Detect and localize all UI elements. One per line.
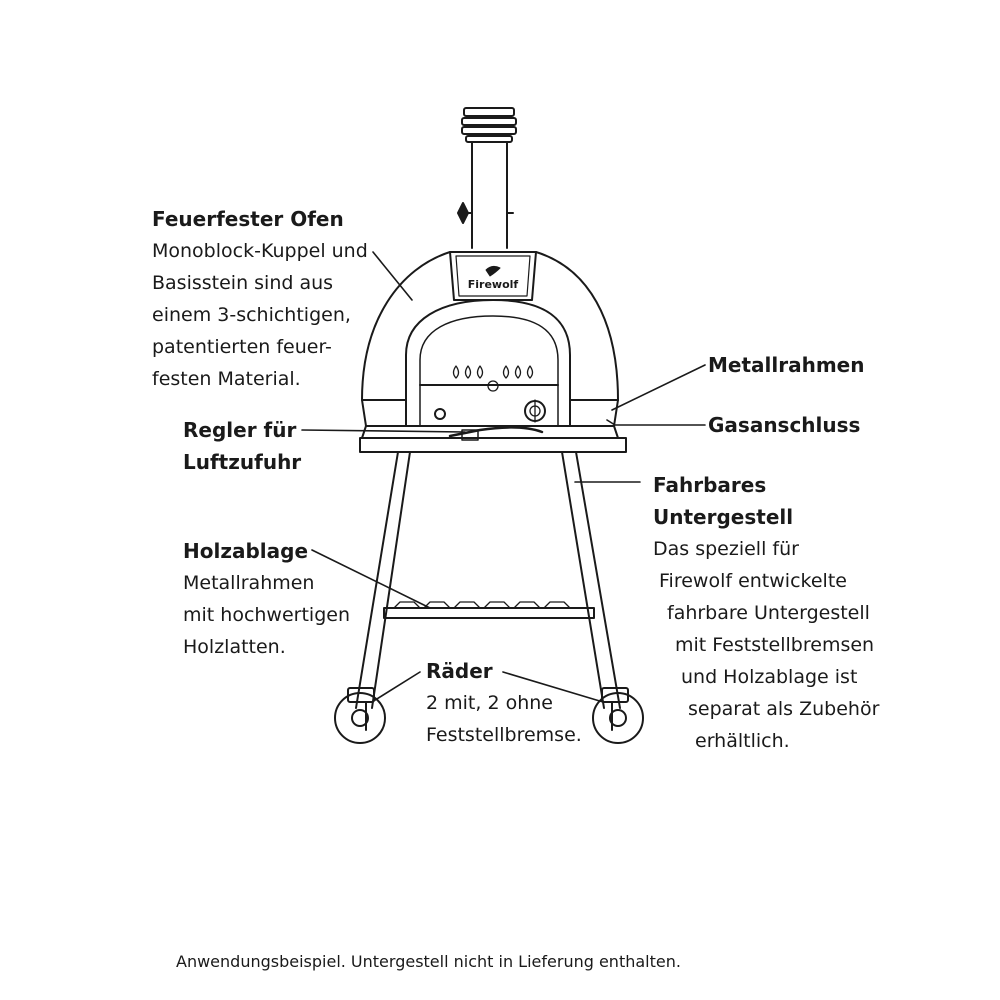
- callout-raeder: [426, 655, 582, 751]
- callout-title: Metallrahmen: [708, 353, 865, 377]
- callout-title: Fahrbares: [653, 473, 767, 497]
- callout-text-line: festen Material.: [152, 368, 301, 390]
- callout-metallrahmen: [708, 349, 864, 381]
- footer-caption: Anwendungsbeispiel. Untergestell nicht in Lieferung enthalten.: [176, 952, 681, 971]
- callout-title: Luftzufuhr: [183, 450, 302, 474]
- leader-gasanschluss: [607, 420, 705, 425]
- callout-title: Holzablage: [183, 539, 309, 563]
- wood-shelf: [384, 602, 594, 618]
- gas-flames: [454, 366, 533, 391]
- oven-arch: [406, 300, 570, 425]
- callout-title: Feuerfester Ofen: [152, 207, 344, 231]
- wheel-left: [335, 688, 385, 743]
- damper-handle: [458, 203, 472, 223]
- chimney-cap: [462, 108, 516, 142]
- chimney-pipe: [472, 142, 513, 248]
- leader-metallrahmen: [612, 365, 705, 410]
- callout-title: Gasanschluss: [708, 413, 861, 437]
- callout-text-line: 2 mit, 2 ohne: [426, 692, 553, 714]
- callout-text-line: Feststellbremse.: [426, 724, 582, 746]
- callout-title: Untergestell: [653, 505, 794, 529]
- callout-untergestell: [653, 469, 879, 757]
- oven-base: [362, 400, 618, 438]
- callout-title: Regler für: [183, 418, 297, 442]
- callout-text-line: mit Feststellbremsen: [675, 634, 875, 656]
- callout-text-line: und Holzablage ist: [681, 666, 858, 688]
- callout-text-line: Basisstein sind aus: [152, 272, 334, 294]
- leader-raeder-left: [372, 672, 420, 702]
- firewolf-logo: Firewolf: [467, 278, 519, 291]
- callout-text-line: Monoblock-Kuppel und: [152, 240, 368, 262]
- callout-text-line: separat als Zubehör: [688, 698, 880, 720]
- callout-text-line: fahrbare Untergestell: [667, 602, 870, 624]
- callout-regler: [183, 414, 301, 478]
- callout-text-line: einem 3-schichtigen,: [152, 304, 351, 326]
- callout-holzablage: [183, 535, 350, 663]
- callout-text-line: Metallrahmen: [183, 572, 315, 594]
- knob-icon: [435, 409, 445, 419]
- callout-text-line: Holzlatten.: [183, 636, 286, 658]
- oven-controls: [435, 400, 545, 440]
- callout-feuerfester-ofen: [152, 203, 368, 395]
- leader-regler: [302, 430, 465, 432]
- stand-top: [360, 438, 626, 452]
- oven-hood: [450, 252, 536, 300]
- callout-title: Räder: [426, 659, 493, 683]
- callout-text-line: patentierten feuer-: [152, 336, 332, 358]
- callout-text-line: Das speziell für: [653, 538, 799, 560]
- callout-text-line: mit hochwertigen: [183, 604, 350, 626]
- callout-text-line: Firewolf entwickelte: [659, 570, 847, 592]
- callout-text-line: erhältlich.: [695, 730, 790, 752]
- callout-gasanschluss: [708, 409, 860, 441]
